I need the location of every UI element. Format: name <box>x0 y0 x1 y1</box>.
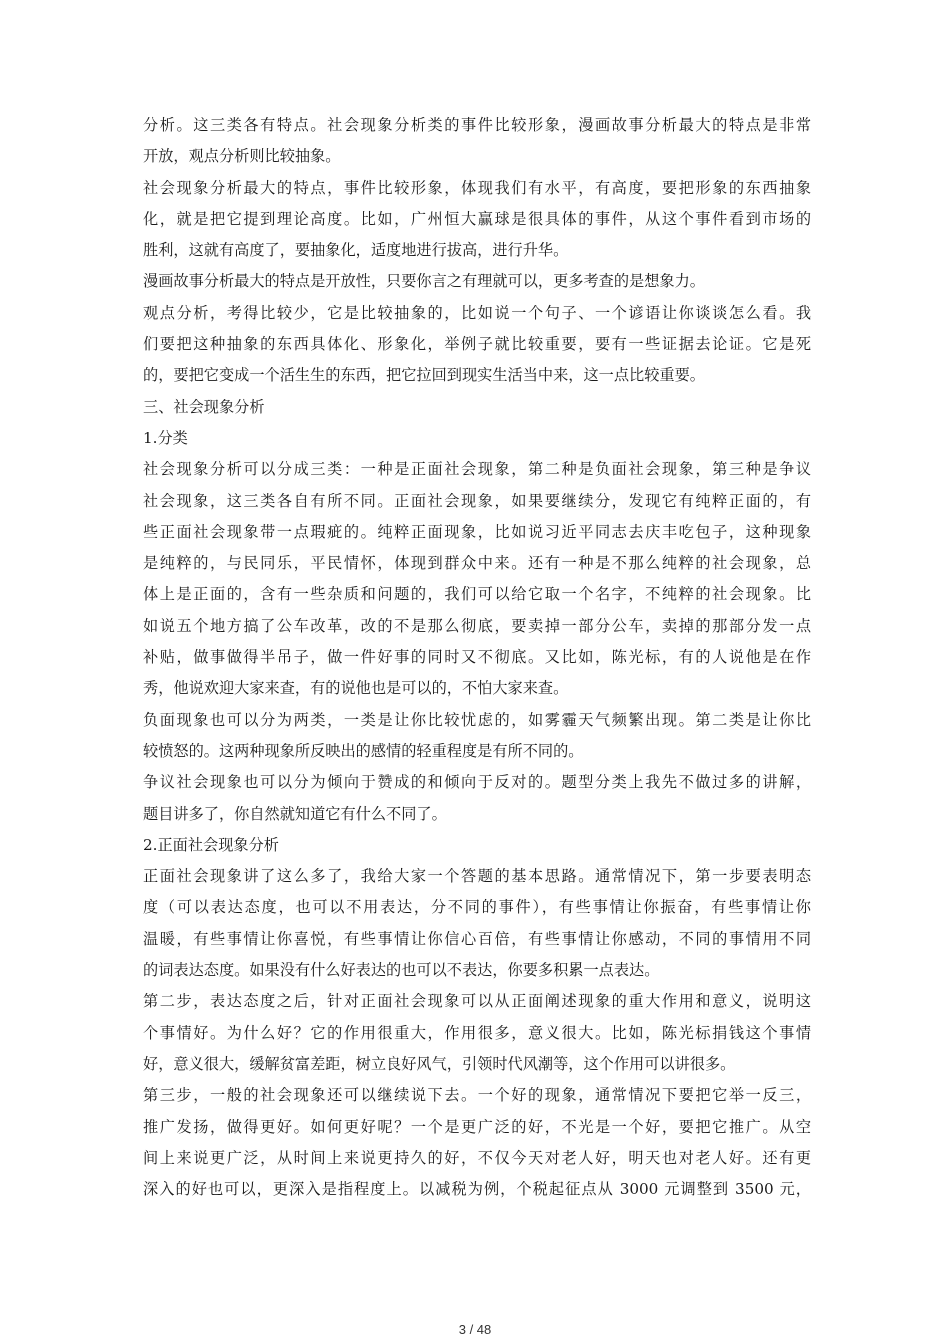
text-line: 分析。这三类各有特点。社会现象分析类的事件比较形象，漫画故事分析最大的特点是非常 <box>143 116 811 134</box>
text-line: 2.正面社会现象分析 <box>143 835 279 854</box>
text-line: 些正面社会现象带一点瑕疵的。纯粹正面现象，比如说习近平同志去庆丰吃包子，这种现象 <box>143 522 811 541</box>
text-line: 好，意义很大，缓解贫富差距，树立良好风气，引领时代风潮等，这个作用可以讲很多。 <box>143 1054 736 1073</box>
text-line: 1.分类 <box>143 428 188 447</box>
text-line: 第三步，一般的社会现象还可以继续说下去。一个好的现象，通常情况下要把它举一反三， <box>143 1086 811 1105</box>
text-line: 题目讲多了，你自然就知道它有什么不同了。 <box>143 804 447 823</box>
text-line: 漫画故事分析最大的特点是开放性，只要你言之有理就可以，更多考查的是想象力。 <box>143 272 705 291</box>
text-line: 正面社会现象讲了这么多了，我给大家一个答题的基本思路。通常情况下，第一步要表明态 <box>143 867 811 886</box>
text-line: 第二步，表达态度之后，针对正面社会现象可以从正面阐述现象的重大作用和意义，说明这 <box>143 992 811 1011</box>
text-line: 体上是正面的，含有一些杂质和问题的，我们可以给它取一个名字，不纯粹的社会现象。比 <box>143 585 811 604</box>
text-line: 补贴，做事做得半吊子，做一件好事的同时又不彻底。又比如，陈光标，有的人说他是在作 <box>143 648 811 667</box>
text-line: 们要把这种抽象的东西具体化、形象化，举例子就比较重要，要有一些证据去论证。它是死 <box>143 335 811 354</box>
text-line: 是纯粹的，与民同乐，平民情怀，体现到群众中来。还有一种是不那么纯粹的社会现象，总 <box>143 554 811 573</box>
text-line: 度（可以表达态度，也可以不用表达，分不同的事件），有些事情让你振奋，有些事情让你 <box>143 898 811 917</box>
text-line: 较愤怒的。这两种现象所反映出的感情的轻重程度是有所不同的。 <box>143 741 584 760</box>
text-line: 温暖，有些事情让你喜悦，有些事情让你信心百倍，有些事情让你感动，不同的事情用不同 <box>143 929 811 948</box>
text-line: 的，要把它变成一个活生生的东西，把它拉回到现实生活当中来，这一点比较重要。 <box>143 366 705 385</box>
text-line: 社会现象分析最大的特点，事件比较形象，体现我们有水平，有高度，要把形象的东西抽象 <box>143 178 811 197</box>
text-line: 争议社会现象也可以分为倾向于赞成的和倾向于反对的。题型分类上我先不做过多的讲解， <box>143 773 811 792</box>
text-line: 胜利，这就有高度了，要抽象化，适度地进行拔高，进行升华。 <box>143 241 569 260</box>
text-line: 开放，观点分析则比较抽象。 <box>143 147 341 166</box>
text-line: 社会现象分析可以分成三类：一种是正面社会现象，第二种是负面社会现象，第三种是争议 <box>143 460 811 479</box>
text-line: 社会现象，这三类各自有所不同。正面社会现象，如果要继续分，发现它有纯粹正面的，有 <box>143 491 811 510</box>
page-number: 3 / 48 <box>458 1322 492 1337</box>
text-line: 负面现象也可以分为两类，一类是让你比较忧虑的，如雾霾天气频繁出现。第二类是让你比 <box>143 710 811 729</box>
text-line: 深入的好也可以，更深入是指程度上。以减税为例，个税起征点从 3000 元调整到 3500 元， <box>143 1180 811 1199</box>
text-line: 个事情好。为什么好？它的作用很重大，作用很多，意义很大。比如，陈光标捐钱这个事情 <box>143 1023 811 1042</box>
text-line: 的词表达态度。如果没有什么好表达的也可以不表达，你要多积累一点表达。 <box>143 961 660 980</box>
text-line: 观点分析，考得比较少，它是比较抽象的，比如说一个句子、一个谚语让你谈谈怎么看。我 <box>143 303 811 322</box>
document-body <box>143 110 811 1205</box>
text-line: 推广发扬，做得更好。如何更好呢？一个是更广泛的好，不光是一个好，要把它推广。从空 <box>143 1117 811 1136</box>
text-line: 化，就是把它提到理论高度。比如，广州恒大赢球是很具体的事件，从这个事件看到市场的 <box>143 209 811 228</box>
text-line: 秀，他说欢迎大家来查，有的说他也是可以的，不怕大家来查。 <box>143 679 569 698</box>
text-line: 三、社会现象分析 <box>143 397 265 416</box>
text-line: 如说五个地方搞了公车改革，改的不是那么彻底，要卖掉一部分公车，卖掉的那部分发一点 <box>143 616 811 635</box>
text-line: 间上来说更广泛，从时间上来说更持久的好，不仅今天对老人好，明天也对老人好。还有更 <box>143 1148 811 1167</box>
